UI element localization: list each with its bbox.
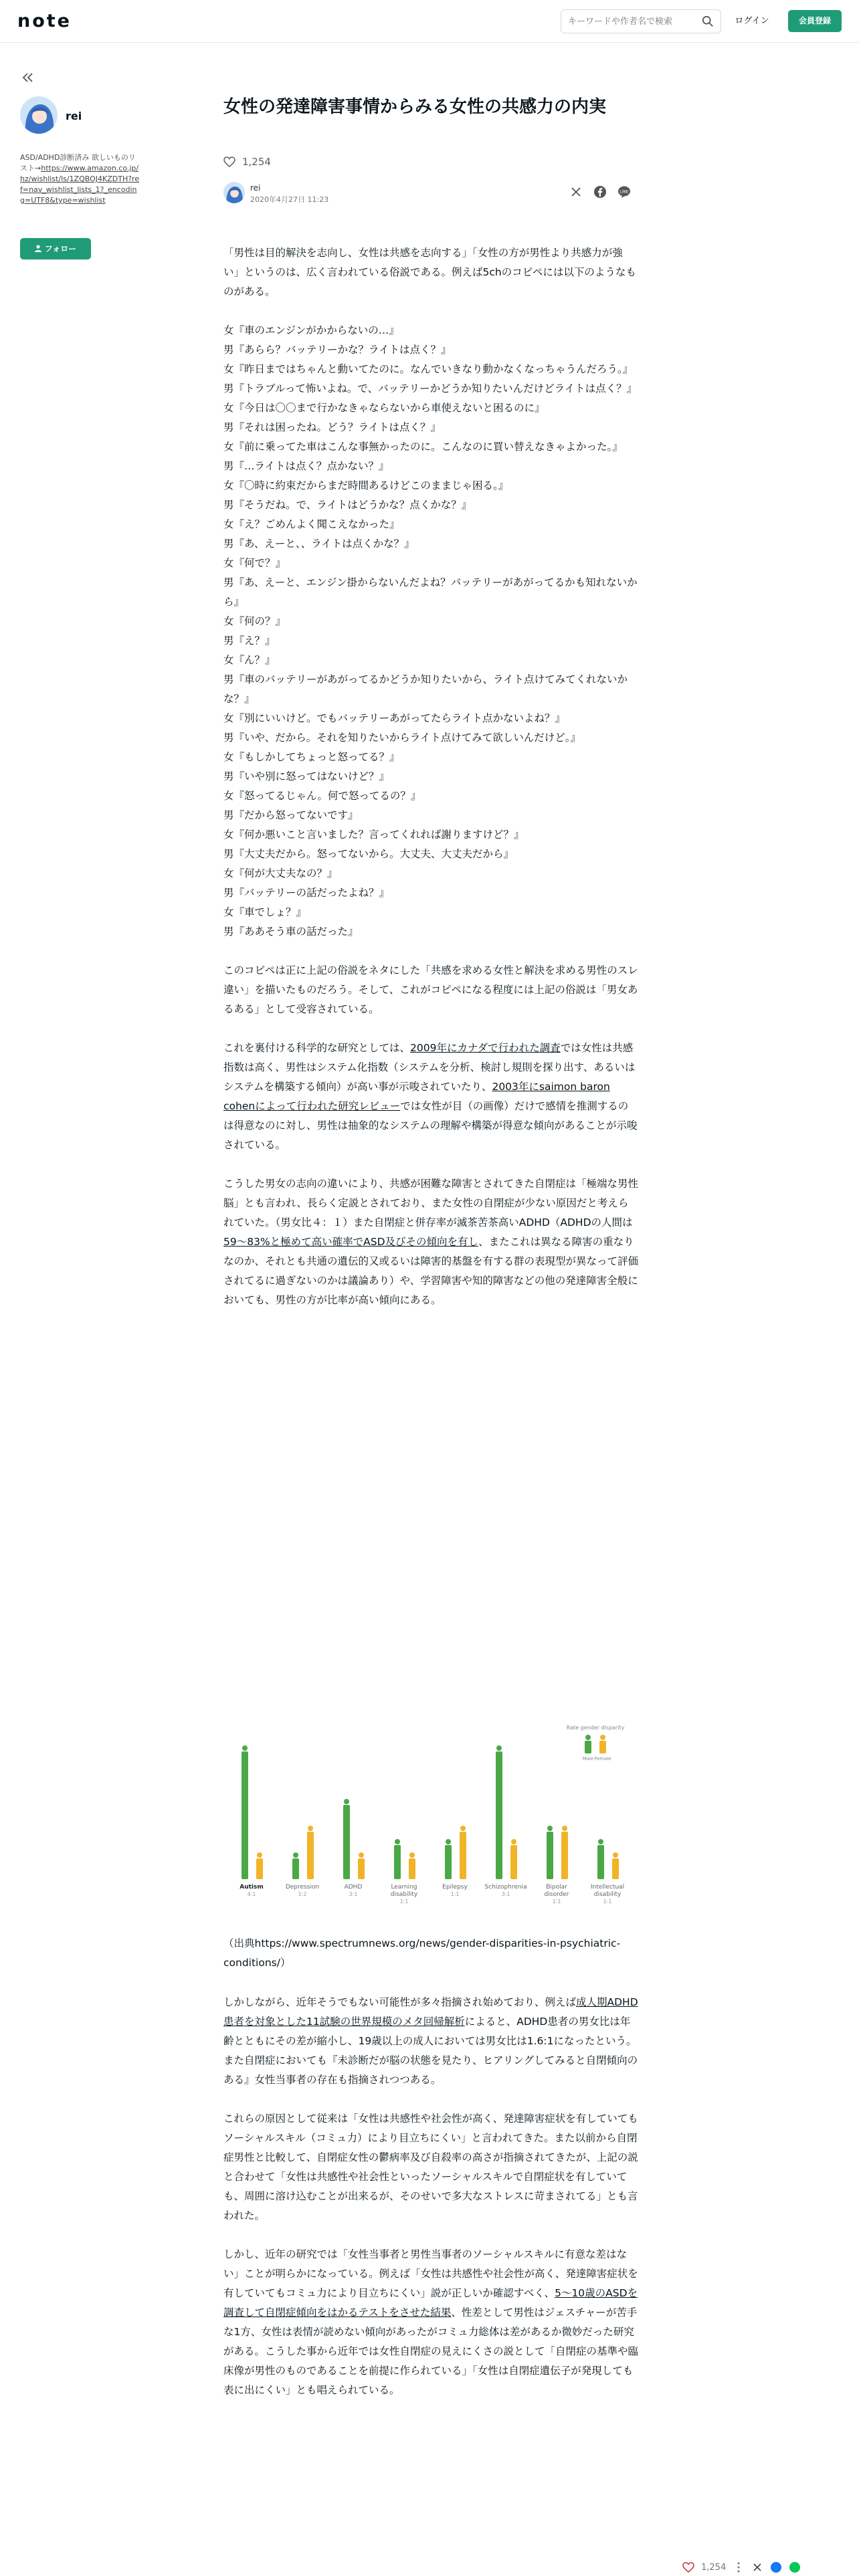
dialogue-line: 男『だから怒ってないです』 [223, 809, 359, 821]
category-label: disorder [544, 1891, 569, 1898]
ratio-label: 1:1 [399, 1899, 409, 1905]
category-label: Epilepsy [442, 1884, 468, 1891]
like-count[interactable]: 1,254 [242, 156, 271, 168]
login-button[interactable]: ログイン [735, 16, 769, 26]
category-label: Bipolar [546, 1884, 567, 1891]
p7-text-a: しかし、近年の研究では「女性当事者と男性当事者のソーシャルスキルに有意な差はない」ことが明らかになっている。例えば「女性は共感性や社会性が高く、発達障害症状を有していてもコミュ力により目立ちにくい」説が正しいか確認すべく、 [223, 2248, 638, 2299]
category-label: ADHD [344, 1884, 363, 1891]
ratio-label: 1:1 [552, 1899, 561, 1905]
female-bar-5 [510, 1839, 517, 1879]
facebook-share-icon[interactable] [770, 2561, 782, 2573]
dialogue-line: 男『バッテリーの話だったよね？』 [223, 887, 390, 899]
bottom-action-bar [682, 2559, 859, 2576]
male-bar-3 [394, 1839, 401, 1879]
male-bar-7 [597, 1839, 604, 1879]
dialogue-line: 女『何で？』 [223, 557, 286, 569]
wishlist-link[interactable]: https://www.amazon.co.jp/hz/wishlist/ls/1ZQBOJ4KZDTH?ref=nav_wishlist_lists_1?_encoding=UTF8&type=wishlist [20, 164, 140, 205]
creator-name[interactable]: rei [66, 110, 82, 122]
follow-label: フォロー [44, 244, 77, 253]
dialogue-line: 女『前に乗ってた車はこんな事無かったのに。こんなのに買い替えなきゃよかった。』 [223, 441, 623, 453]
p5-text-b: によると、ADHD患者の男女比は年齢とともにその差が縮小し、19歳以上の成人においては男女比は1.6:1になったという。また自閉症においても『未診断だが脳の状態を見たり、ヒアリングしてみると自閉傾向のある』女性当事者の存在も指摘されつつある。 [223, 2016, 638, 2086]
dialogue-line: 男『え？』 [223, 635, 276, 647]
line-share-icon[interactable] [617, 185, 632, 199]
male-bar-4 [445, 1839, 452, 1879]
asd-comorbidity-link[interactable]: 59〜83%と極めて高い確率でASD及びその傾向を有し [223, 1236, 479, 1248]
facebook-share-icon[interactable] [593, 185, 607, 199]
category-label: disability [390, 1891, 418, 1898]
study-2009-link[interactable]: 2009年にカナダで行われた調査 [410, 1042, 561, 1054]
author-avatar[interactable] [223, 182, 245, 203]
site-header [0, 0, 859, 43]
category-label: Depression [285, 1884, 320, 1891]
dialogue-line: 男『車のバッテリーがあがってるかどうか知りたいから、ライト点けてみてくれないかな？』 [223, 673, 628, 705]
paragraph-6: これらの原因として従来は「女性は共感性や社会性が高く、発達障害症状を有していてもソーシャルスキル（コミュ力）により目立ちにくい」と言われてきた。また以前から自閉症男性と比較して、自閉症女性の鬱病率及び自殺率の高さが指摘されてきたが、上記の説と合わせて「女性は共感性や社会性といったソーシャルスキルで自閉症状を有していても、周囲に溶け込むことが出来るが、そのせいで多大なストレスに苛まされてる」とも言われた。 [223, 2113, 638, 2222]
heart-icon[interactable] [223, 156, 235, 167]
signup-button[interactable]: 会員登録 [788, 10, 842, 32]
dialogue-line: 女『車でしょ？』 [223, 906, 307, 918]
dialogue-line: 男『そうだね。で、ライトはどうかな？点くかな？』 [223, 499, 472, 511]
dialogue-line: 女『怒ってるじゃん。何で怒ってるの？』 [223, 790, 421, 802]
dialogue-line: 男『いや、だから。それを知りたいからライト点けてみて欲しいんだけど。』 [223, 732, 581, 744]
search-icon[interactable] [702, 15, 714, 27]
dialogue-line: 男『ああそう車の話だった』 [223, 926, 359, 938]
review-2003-link[interactable]: 2003年にsaimon baron cohenによって行われた研究レビュー [223, 1081, 610, 1112]
category-label: Learning [391, 1884, 417, 1891]
adhd-meta-analysis-link[interactable]: 成人期ADHD患者を対象とした11試験の世界規模のメタ回帰解析 [223, 1996, 638, 2028]
gender-disparity-chart [223, 1704, 638, 1910]
category-label: Schizophrenia [484, 1884, 527, 1891]
dialogue-line: 男『あらら？バッテリーかな？ライトは点く？』 [223, 344, 452, 356]
paragraph-3 [223, 1039, 638, 1155]
add-user-icon [35, 245, 43, 252]
dialogue-line: 男『あ、えーと、エンジン掛からないんだよね？バッテリーがあがってるかも知れないから』 [223, 576, 638, 608]
legend-female-icon [599, 1735, 606, 1753]
ratio-label: 1:2 [298, 1891, 307, 1897]
article-body [223, 243, 638, 1329]
paragraph-2: このコピペは正に上記の俗説をネタにした「共感を求める女性と解決を求める男性のスレ違い」を描いたものだろう。そして、これがコピペになる程度には上記の俗説は「男女あるある」として受容されている。 [223, 964, 638, 1015]
legend-male-icon [585, 1735, 591, 1753]
male-bar-0 [242, 1745, 248, 1879]
category-label: Autism [240, 1884, 264, 1891]
figure-caption: （出典https://www.spectrumnews.org/news/gender-disparities-in-psychiatric-conditions/） [223, 1937, 621, 1969]
ratio-label: 1:1 [450, 1891, 460, 1897]
category-label: disability [593, 1891, 622, 1898]
dialogue-line: 女『何が大丈夫なの？』 [223, 867, 338, 879]
search-input[interactable] [561, 10, 695, 33]
creator-bio [20, 152, 140, 206]
heart-icon[interactable] [682, 2561, 694, 2573]
more-icon[interactable] [733, 2561, 745, 2573]
dialogue-line: 女『車のエンジンがかからないの…』 [223, 324, 399, 336]
male-bar-6 [547, 1826, 553, 1879]
female-bar-0 [256, 1852, 263, 1879]
dialogue-line: 女『〇時に約束だからまだ時間あるけどこのままじゃ困る。』 [223, 479, 509, 492]
dialogue-line: 女『ん？』 [223, 654, 276, 666]
article-body-continued [223, 1993, 638, 2420]
male-bar-2 [343, 1799, 350, 1879]
dialogue-line: 男『大丈夫だから。怒ってないから。大丈夫、大丈夫だから』 [223, 848, 514, 860]
dialogue-line: 女『もしかしてちょっと怒ってる？』 [223, 751, 400, 763]
dialogue-line: 女『何か悪いこと言いました？言ってくれれば謝りますけど？』 [223, 829, 524, 841]
male-bar-5 [496, 1745, 502, 1879]
follow-button[interactable] [20, 238, 91, 259]
dialogue-line: 男『あ、えーと、、ライトは点くかな？』 [223, 538, 415, 550]
female-bar-6 [561, 1826, 568, 1879]
x-share-icon[interactable] [569, 185, 583, 199]
dialogue-line: 女『え？ごめんよく聞こえなかった』 [223, 518, 400, 530]
p7-text-b: 、性差として男性はジェスチャーが苦手な1方、女性は表情が読めない傾向があったがコミュ力総体は差があるか微妙だった研究がある。こうした事から近年では女性自閉症の見えにくさの説として「自閉症の基準や臨床像が男性のものであることを前提に作られている」「女性は自閉症遺伝子が発現しても表に出にくい」とも唱えられている。 [223, 2306, 639, 2396]
dialogue-line: 女『昨日まではちゃんと動いてたのに。なんでいきなり動かなくなっちゃうんだろう。』 [223, 363, 634, 375]
legend-title: Rate gender disparity [566, 1725, 625, 1731]
p3-text-c: では女性が目（の画像）だけで感情を推測するのは得意なのに対し、男性は抽象的なシステムの理解や構築が得意な傾向があることが示唆されている。 [223, 1100, 638, 1151]
line-share-icon[interactable] [789, 2561, 801, 2573]
dialogue-block [223, 321, 638, 942]
p3-text-b: では女性は共感指数は高く、男性はシステム化指数（システムを分析、検討し規則を探り出す、あるいはシステムを構築する傾向）が高い事が示唆されていたり、 [223, 1042, 636, 1093]
dialogue-line: 男『トラブルって怖いよね。で、バッテリーかどうか知りたいんだけどライトは点く？』 [223, 383, 638, 395]
creator-avatar[interactable] [20, 96, 58, 134]
x-share-icon[interactable] [751, 2561, 763, 2573]
legend-male-label: Male [582, 1756, 594, 1761]
note-logo[interactable]: note [17, 11, 72, 31]
paragraph-5 [223, 1993, 638, 2090]
female-bar-1 [307, 1826, 314, 1879]
male-bar-1 [292, 1852, 299, 1879]
p5-text-a: しかしながら、近年そうでもない可能性が多々指摘され始めており、例えば [223, 1996, 577, 2008]
ratio-label: 3:1 [349, 1891, 358, 1897]
female-bar-2 [358, 1852, 365, 1879]
article-title: 女性の発達障害事情からみる女性の共感力の内実 [223, 97, 607, 117]
dialogue-line: 女『何の？』 [223, 615, 286, 627]
female-bar-3 [409, 1852, 415, 1879]
svg-text:LINE: LINE [619, 189, 629, 195]
double-chevron-left-icon[interactable] [20, 70, 36, 86]
female-bar-4 [460, 1826, 466, 1879]
author-name[interactable]: rei [250, 183, 261, 193]
gender-disparity-figure [223, 1704, 638, 1910]
p4-text-a: こうした男女の志向の違いにより、共感が困難な障害とされてきた自閉症は「極端な男性脳」とも言われ、長らく定説とされており、また女性の自閉症が少ない原因だと考えられていた。（男女比４：１）また自閉症と併存率が滅茶苦茶高いADHD（ADHDの人間は [223, 1178, 639, 1228]
ratio-label: 1:1 [603, 1899, 612, 1905]
author-row [223, 182, 638, 205]
publish-date: 2020年4月27日 11:23 [250, 195, 329, 204]
asd-children-study-link[interactable]: 5〜10歳のASDを調査して自閉症傾向をはかるテストをさせた結果 [223, 2287, 638, 2319]
ratio-label: 3:1 [501, 1891, 510, 1897]
search-box[interactable] [561, 9, 721, 33]
ratio-label: 4:1 [247, 1891, 256, 1897]
dialogue-line: 男『…ライトは点く？点かない？』 [223, 460, 389, 472]
bio-text: ASD/ADHD診断済み 欲しいものリスト→ [20, 153, 136, 173]
paragraph-4 [223, 1174, 638, 1310]
dialogue-line: 女『今日は〇〇まで行かなきゃならないから車使えないと困るのに』 [223, 402, 545, 414]
dialogue-line: 男『いや別に怒ってはないけど？』 [223, 770, 390, 782]
category-label: Intellectual [590, 1884, 625, 1891]
like-area [223, 155, 271, 169]
paragraph-7 [223, 2245, 638, 2400]
p3-text-a: これを裏付ける科学的な研究としては、 [223, 1042, 411, 1054]
p4-text-b: 、またこれは異なる障害の重なりなのか、それとも共通の遺伝的又或るいは障害的基盤を有する群の表現型が異なって評価されてるに過ぎないのかは議論あり）や、学習障害や知的障害などの他の発達障害全般においても、男性の方が比率が高い傾向にある。 [223, 1236, 639, 1306]
dialogue-line: 男『それは困ったね。どう？ライトは点く？』 [223, 421, 442, 433]
paragraph-intro: 「男性は目的解決を志向し、女性は共感を志向する」「女性の方が男性より共感力が強い」というのは、広く言われている俗説である。例えば5chのコピペには以下のようなものがある。 [223, 247, 636, 298]
dialogue-line: 女『別にいいけど。でもバッテリーあがってたらライト点かないよね？』 [223, 712, 566, 724]
legend-female-label: Female [594, 1756, 611, 1761]
female-bar-7 [612, 1852, 619, 1879]
bottom-like-count[interactable]: 1,254 [701, 2562, 727, 2573]
